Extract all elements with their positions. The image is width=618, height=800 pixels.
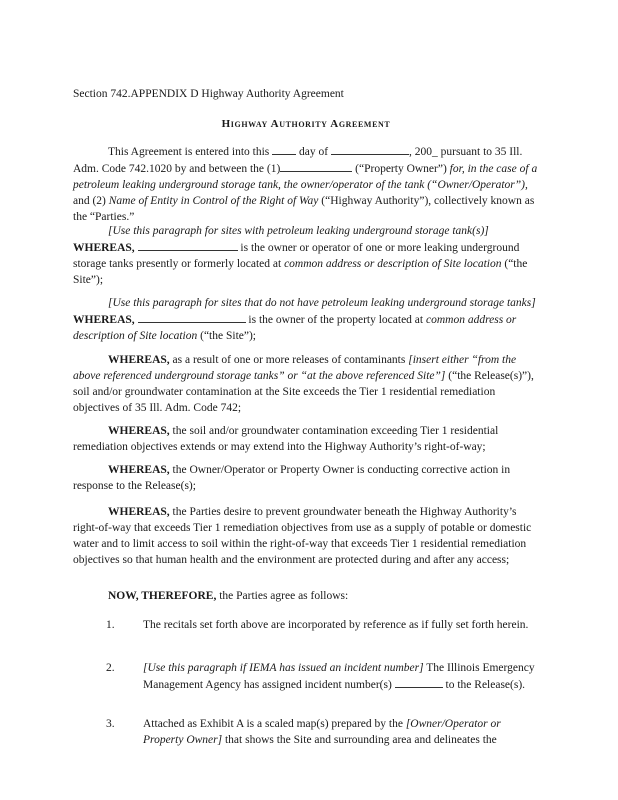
exhibit-text-b: [Owner/Operator or Property Owner] [143,718,501,746]
whereas-contamination-paragraph [73,423,539,455]
lust-text-c: is the owner or operator of one or more leaking underground storage tanks presently or formerly located at [73,242,520,270]
list-item [143,660,538,693]
lust-text-e: (“the Site”); [73,258,528,286]
intro-text-d: (“Property Owner”) [355,163,447,175]
now-therefore-paragraph [73,588,539,604]
whereas-release-paragraph [73,352,539,416]
release-text-b: as a result of one or more releases of contaminants [172,354,406,366]
iema-instruction: [Use this paragraph if IEMA has issued an incident number] [143,662,424,674]
property-owner-blank [280,160,352,172]
agree-text: the Parties agree as follows: [219,590,349,602]
item-number: 3. [106,718,115,730]
intro-text-a: This Agreement is entered into this [108,146,270,158]
iema-text-b: The Illinois Emergency Management Agency has assigned incident number(s) [143,662,535,691]
release-text-d: (“the Release(s)”), soil and/or groundwater contamination at the Site exceeds the Tier 1 residential remediation objectives of 35 Ill. Adm. Code 742; [73,370,534,414]
whereas-lust-paragraph [73,223,539,288]
intro-text-b: day of [299,146,329,158]
whereas-label: WHEREAS, [108,506,170,518]
day-blank [272,143,296,155]
property-owner-blank [138,311,246,323]
non-lust-instruction: [Use this paragraph for sites that do not have petroleum leaking underground storage tanks] [108,297,536,309]
prevent-text: the Parties desire to prevent groundwater beneath the Highway Authority’s right-of-way that exceeds Tier 1 remediation objectives from use as a supply of potable or domestic water and to limit access to soil within the right-of-way that exceeds Tier 1 residential remediation objectives so that human health and the environment are protected during and after any access; [73,506,532,566]
whereas-non-lust-paragraph [73,295,539,344]
whereas-prevent-paragraph [73,504,539,568]
owner-operator-blank [138,239,238,251]
list-item: The recitals set forth above are incorporated by reference as if fully set forth herein. [143,619,529,631]
section-header: Section 742.APPENDIX D Highway Authority Agreement [73,88,344,100]
intro-text-g: Name of Entity in Control of the Right of Way [108,195,319,207]
month-blank [331,143,409,155]
list-item [143,716,538,748]
non-lust-text-e: (“the Site”); [200,330,257,342]
non-lust-text-c: is the owner of the property located at [248,314,424,326]
intro-text-c: , 200_ pursuant to 35 Ill. Adm. Code 742.1020 by and between the (1) [73,146,523,175]
non-lust-text-d: common address or description of Site location [73,314,517,342]
intro-text-f: and (2) [73,195,106,207]
incident-number-blank [395,676,443,688]
whereas-label: WHEREAS, [108,464,170,476]
whereas-label: WHEREAS, [73,314,135,326]
corrective-text: the Owner/Operator or Property Owner is conducting corrective action in response to the Release(s); [73,464,511,492]
exhibit-text-a: Attached as Exhibit A is a scaled map(s) prepared by the [143,718,403,730]
whereas-label: WHEREAS, [108,354,170,366]
exhibit-text-c: that shows the Site and surrounding area and delineates the [224,734,497,746]
lust-instruction: [Use this paragraph for sites with petroleum leaking underground storage tank(s)] [108,225,489,237]
iema-text-c: to the Release(s). [445,679,526,691]
whereas-corrective-paragraph [73,462,539,494]
contamination-text: the soil and/or groundwater contamination exceeding Tier 1 residential remediation objectives extends or may extend into the Highway Authority’s right-of-way; [73,425,499,453]
whereas-label: WHEREAS, [108,425,170,437]
page-title: Highway Authority Agreement [221,118,391,130]
item-number: 2. [106,662,115,674]
whereas-label: WHEREAS, [73,242,135,254]
release-text-c: [insert either “from the above referenced underground storage tanks” or “at the above referenced Site”] [73,354,517,382]
lust-text-d: common address or description of Site location [284,258,502,270]
now-therefore-label: NOW, THEREFORE, [108,590,217,602]
item-number: 1. [106,619,115,631]
intro-paragraph [73,143,539,225]
intro-text-e: for, in the case of a petroleum leaking underground storage tank, the owner/operator of the tank (“Owner/Operator”), [73,163,538,191]
intro-text-h: (“Highway Authority”), collectively known as the “Parties.” [73,195,535,223]
